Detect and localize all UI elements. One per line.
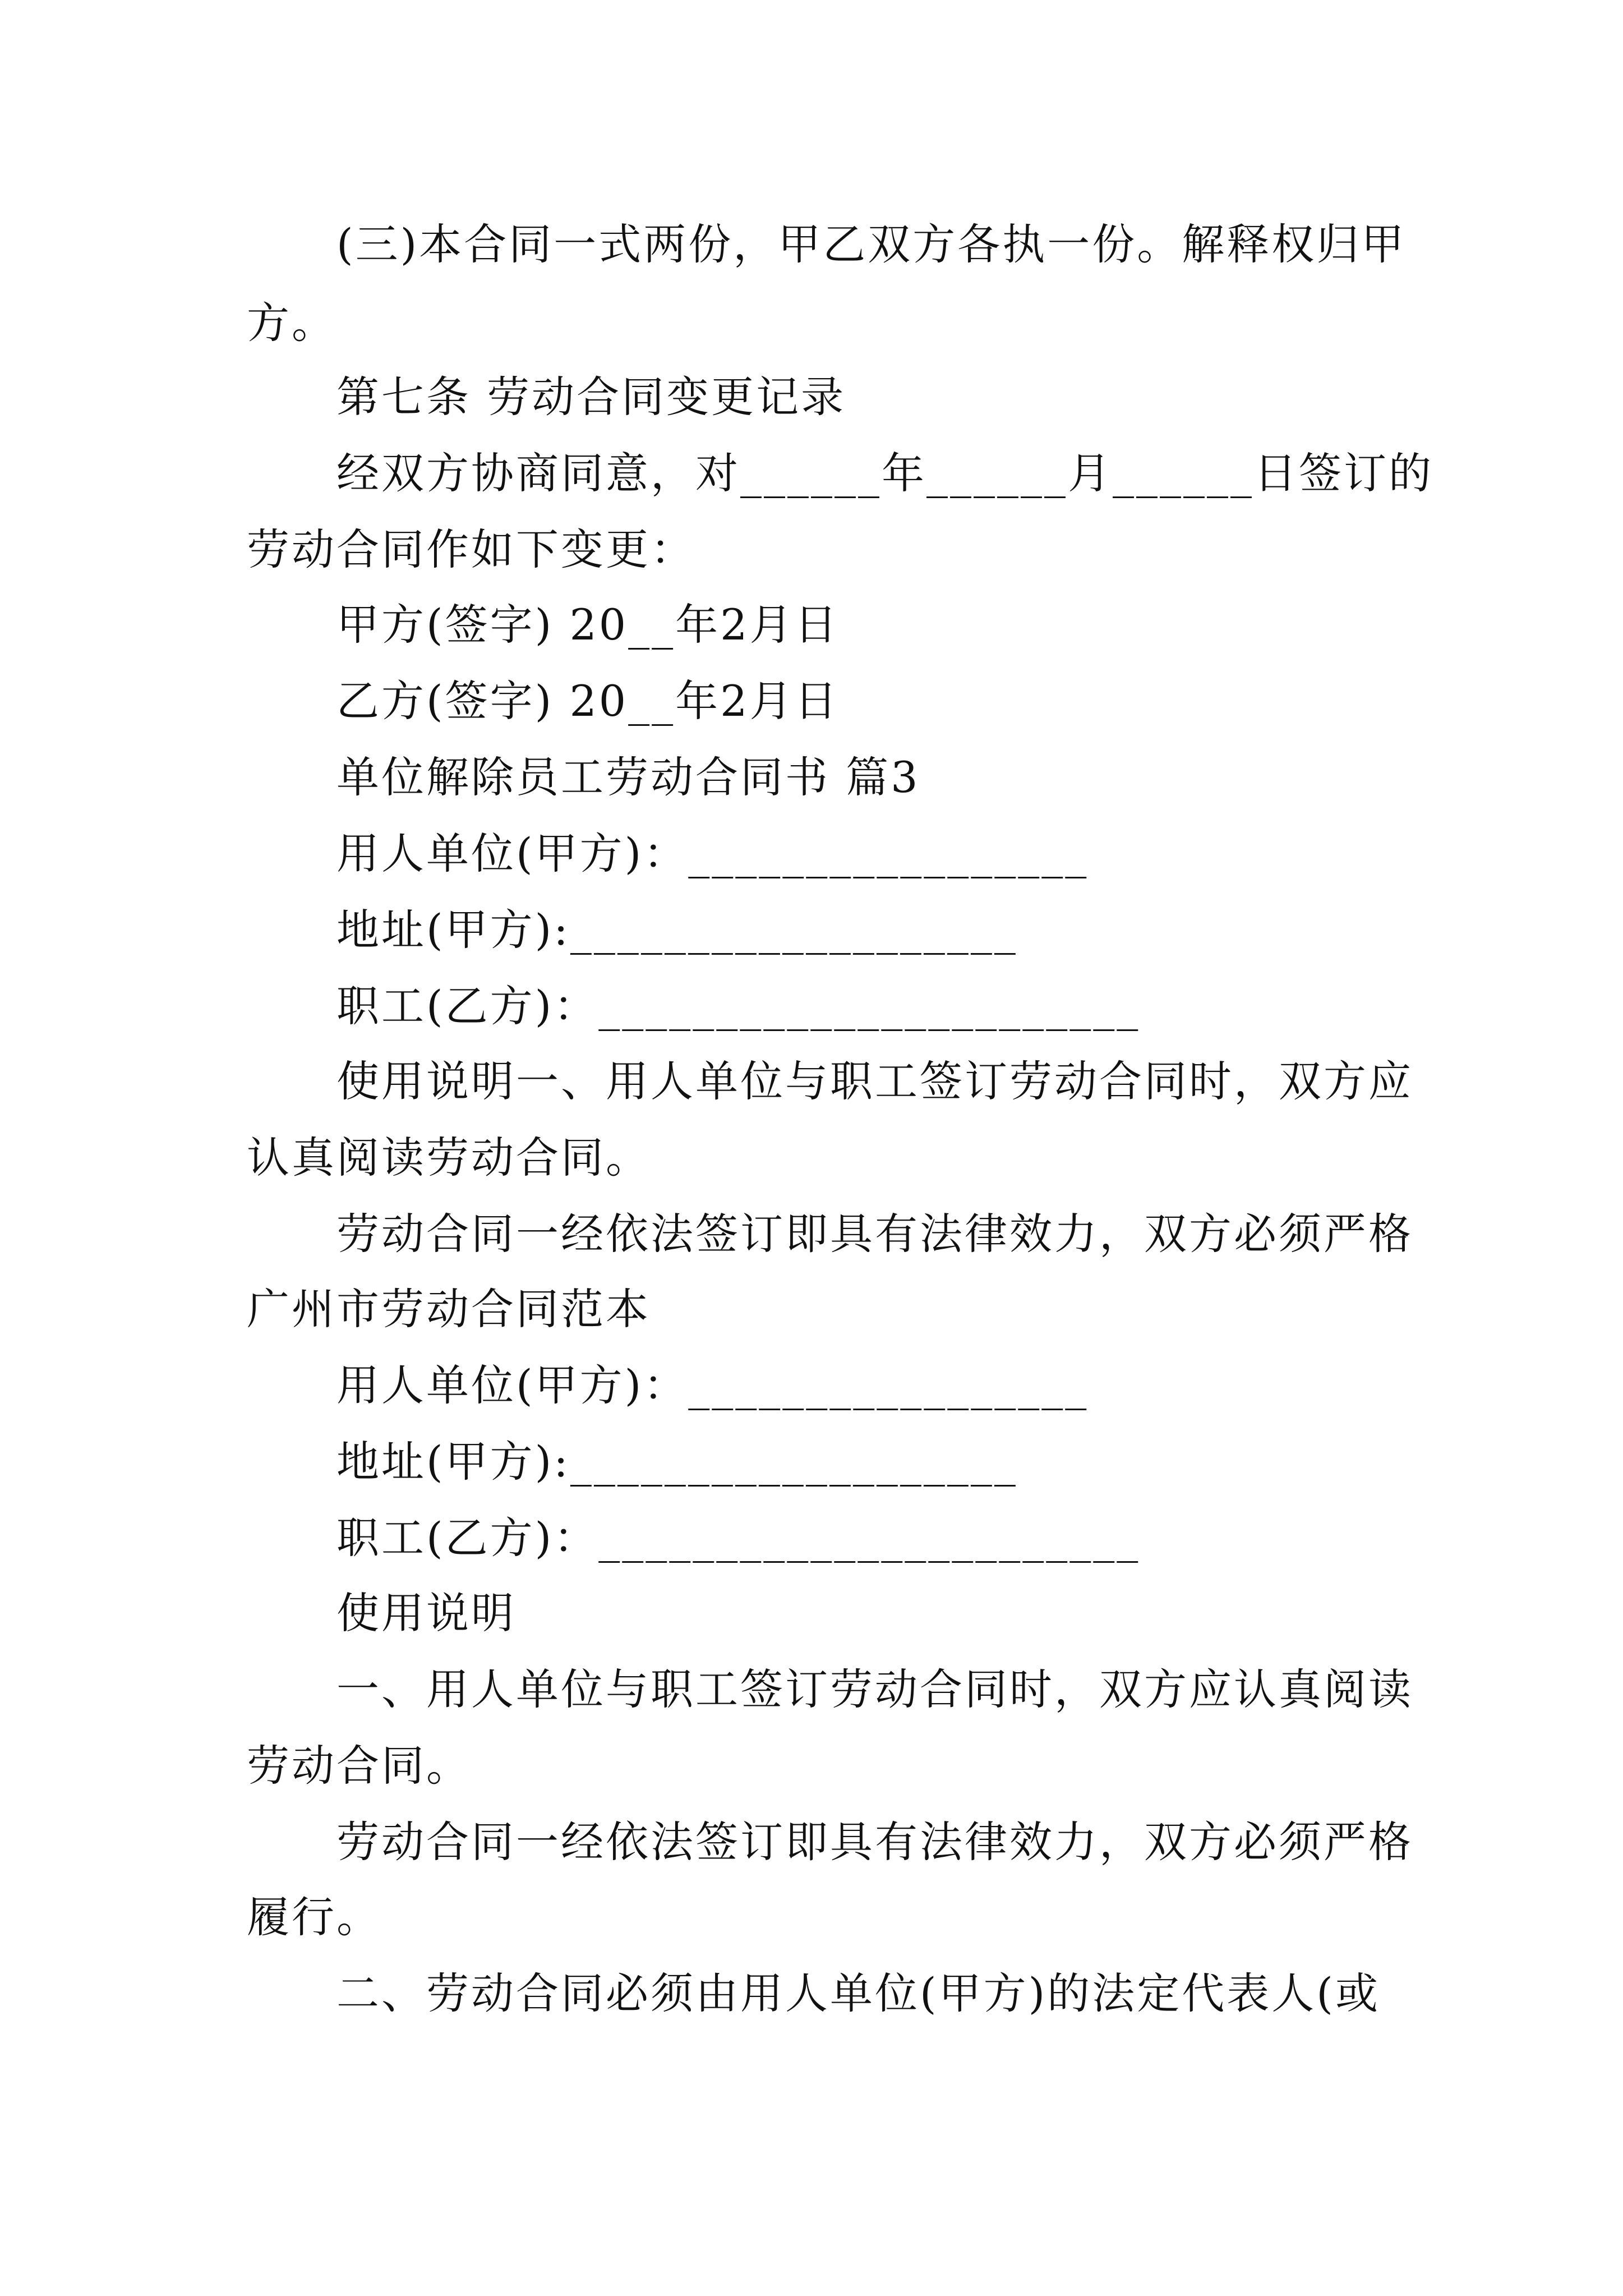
form-field-line: 用人单位(甲方)：_________________: [336, 1360, 1089, 1410]
form-field-line: 用人单位(甲方)：_________________: [336, 829, 1089, 878]
text-line: 履行。: [247, 1892, 381, 1942]
text-line: (三)本合同一式两份，甲乙双方各执一份。解释权归甲: [336, 219, 1407, 269]
text-line: 认真阅读劳动合同。: [247, 1133, 651, 1182]
text-line: 劳动合同一经依法签订即具有法律效力，双方必须严格: [336, 1209, 1413, 1259]
section-heading: 单位解除员工劳动合同书 篇3: [336, 752, 920, 802]
form-field-line: 职工(乙方)：_______________________: [336, 1513, 1141, 1563]
form-field-line: 职工(乙方)：_______________________: [336, 981, 1141, 1031]
signature-line: 乙方(签字) 20__年2月日: [336, 676, 840, 726]
text-line: 广州市劳动合同范本: [247, 1284, 651, 1334]
text-line: 二、劳动合同必须由用人单位(甲方)的法定代表人(或: [336, 1968, 1380, 2018]
form-field-line: 地址(甲方):___________________: [336, 905, 1018, 955]
form-field-line: 地址(甲方):___________________: [336, 1437, 1018, 1487]
text-line: 使用说明一、用人单位与职工签订劳动合同时，双方应: [336, 1056, 1413, 1106]
text-line: 劳动合同。: [247, 1741, 471, 1791]
text-line: 方。: [247, 298, 336, 348]
section-heading: 第七条 劳动合同变更记录: [336, 372, 846, 422]
text-line: 劳动合同作如下变更：: [247, 524, 695, 574]
text-line: 一、用人单位与职工签订劳动合同时，双方应认真阅读: [336, 1664, 1413, 1714]
signature-line: 甲方(签字) 20__年2月日: [336, 600, 840, 650]
text-line: 经双方协商同意，对______年______月______日签订的: [336, 448, 1433, 498]
text-line: 劳动合同一经依法签订即具有法律效力，双方必须严格: [336, 1817, 1413, 1867]
text-line: 使用说明: [336, 1588, 516, 1638]
